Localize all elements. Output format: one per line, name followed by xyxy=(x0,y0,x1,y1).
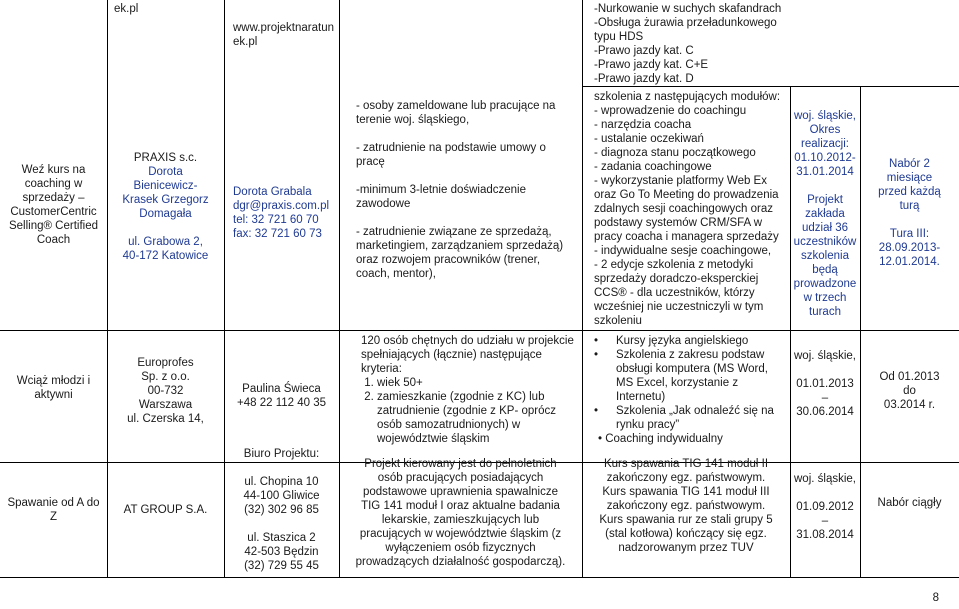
region-line: woj. śląskie, xyxy=(794,350,856,362)
dates-line: przed każdą xyxy=(878,186,941,198)
dates-cell xyxy=(860,496,959,510)
region-line: udział 36 xyxy=(801,222,849,234)
topics-bullet-list xyxy=(594,334,790,432)
participant-line: -minimum 3-letnie doświadczenie xyxy=(356,184,527,196)
topic-line: CCS® - dla uczestników, którzy xyxy=(594,287,755,299)
contact-person: Dorota Grabala xyxy=(233,186,312,198)
topic-line: - narzędzia coacha xyxy=(594,119,692,131)
organizer-line: 00-732 xyxy=(147,385,184,397)
region-line: – xyxy=(821,515,829,527)
topic-line: - diagnoza stanu początkowego xyxy=(594,147,756,159)
bullet-icon: • xyxy=(594,335,599,347)
contact-phone: +48 22 112 40 35 xyxy=(237,397,326,409)
organizer-line xyxy=(107,221,224,235)
region-line: uczestników xyxy=(793,236,857,248)
participant-line xyxy=(356,211,582,225)
contact-cell xyxy=(224,382,339,410)
region-cell xyxy=(790,349,860,419)
topic-line: wcześniej nie uczestniczyli w tym xyxy=(594,301,764,313)
course-name-line: Coach xyxy=(36,234,71,246)
participant-line: Projekt kierowany jest do pełnoletnich xyxy=(364,458,557,470)
participants-cell xyxy=(339,99,582,281)
topic-line: -Obsługa żurawia przeładunkowego xyxy=(594,17,777,29)
course-name-line: Z xyxy=(49,511,58,523)
organizer-cell xyxy=(107,356,224,426)
organizer-line: ul. Czerska 14, xyxy=(127,413,204,425)
topic-line: sprzedaży doradczo-eksperckiej xyxy=(594,273,759,285)
topic-line: - zadania coachingowe xyxy=(594,161,712,173)
course-name-line: sprzedaży – xyxy=(22,192,85,204)
topic-line: -Prawo jazdy kat. C+E xyxy=(594,59,709,71)
participant-line xyxy=(356,169,582,183)
course-name-cell xyxy=(0,374,107,402)
region-line: 31.08.2014 xyxy=(796,529,854,541)
region-line: turach xyxy=(809,306,841,318)
topic-line: zakończony egz. państwowym. xyxy=(606,500,766,512)
contact-line: 42-503 Będzin xyxy=(244,546,319,558)
topic-line: podstawy systemów CRM/SFA w xyxy=(594,217,763,229)
contact-cell xyxy=(224,185,339,241)
page-number: 8 xyxy=(932,592,939,604)
dates-line: turą xyxy=(899,200,920,212)
organizer-line: Sp. z o.o. xyxy=(141,371,190,383)
region-line: zakłada xyxy=(805,208,845,220)
organizer-line: ul. Grabowa 2, xyxy=(128,236,203,248)
participant-line: - zatrudnienie na podstawie umowy o xyxy=(356,142,546,154)
organizer-line: 40-172 Katowice xyxy=(122,250,209,262)
course-name-line: Selling® Certified xyxy=(8,220,98,232)
row1-inner-separator xyxy=(582,86,959,87)
course-name-line: Spawanie od A do xyxy=(7,497,100,509)
region-line: prowadzone xyxy=(793,278,857,290)
region-cell xyxy=(790,472,860,542)
criteria-item: 2. zamieszkanie (zgodnie z KC) lub zatrudnienie (zgodnie z KP- oprócz osób samozatrudnionych) w województwie śląskim xyxy=(377,390,582,446)
organizer-line: AT GROUP S.A. xyxy=(123,504,208,516)
course-name-line: CustomerCentric xyxy=(10,206,97,218)
dates-line: miesiące xyxy=(886,172,933,184)
topic-bullet-item-last: • Coaching indywidualny xyxy=(598,433,723,445)
contact-line: ul. Chopina 10 xyxy=(244,476,319,488)
topic-bullet-item: • Kursy języka angielskiego xyxy=(594,335,749,347)
contact-line: ul. Staszica 2 xyxy=(247,532,316,544)
contact-top-cell xyxy=(224,21,339,49)
organizer-line: Domagała xyxy=(139,208,192,220)
participant-line: - osoby zameldowane lub pracujące na xyxy=(356,100,556,112)
region-line xyxy=(790,179,860,193)
dates-line: Tura III: xyxy=(889,228,930,240)
topic-line: zakończony egz. państwowym. xyxy=(606,472,766,484)
participant-line: 120 osób chętnych do udziału w projekcie xyxy=(361,335,574,347)
topic-line: Kurs spawania TIG 141 moduł II xyxy=(603,458,769,470)
col-border-1 xyxy=(107,0,108,577)
topic-line: szkolenia z następujących modułów: xyxy=(594,91,781,103)
topic-line: - ustalanie oczekiwań xyxy=(594,133,704,145)
participant-line: podstawowe uprawnienia spawalnicze xyxy=(363,486,558,498)
region-line: w trzech xyxy=(803,292,847,304)
dates-cell xyxy=(860,157,959,269)
region-line: 31.01.2014 xyxy=(796,166,854,178)
topic-line: - wprowadzenie do coachingu xyxy=(594,105,747,117)
participant-line: coach, mentor), xyxy=(356,268,436,280)
participant-line: TIG 141 moduł I oraz aktualne badania xyxy=(361,500,560,512)
topic-line: pracy coacha i managera sprzedaży xyxy=(594,231,779,243)
participant-line: kryteria: xyxy=(361,363,402,375)
participant-line: prowadzących działalność gospodarczą). xyxy=(355,556,566,568)
organizer-line: Dorota xyxy=(148,166,183,178)
region-line: – xyxy=(821,392,829,404)
contact-line: 44-100 Gliwice xyxy=(243,490,320,502)
topics-cell xyxy=(582,334,790,446)
organizer-line: Krasek Grzegorz xyxy=(122,194,209,206)
topic-line: -Prawo jazdy kat. D xyxy=(594,73,694,85)
organizer-line: Europrofes xyxy=(137,357,194,369)
topics-cell xyxy=(582,457,790,555)
participant-line: lekarskie, zamieszkujących lub xyxy=(381,514,540,526)
topic-line: zdalnych sesji coachingowych oraz xyxy=(594,203,773,215)
region-line: będą xyxy=(812,264,838,276)
region-line: realizacji: xyxy=(801,138,849,150)
contact-line: (32) 729 55 45 xyxy=(244,560,319,572)
topic-line: -Prawo jazdy kat. C xyxy=(594,45,694,57)
dates-line: 28.09.2013- xyxy=(878,242,941,254)
criteria-list xyxy=(361,376,582,446)
row3-bottom-border xyxy=(0,577,959,578)
region-line xyxy=(790,486,860,500)
topic-line: Kurs spawania TIG 141 moduł III xyxy=(602,486,770,498)
bullet-icon: • xyxy=(594,349,599,361)
region-line: 01.10.2012- xyxy=(794,152,856,164)
topic-line: - indywidualne sesje coachingowe, xyxy=(594,245,772,257)
website-link-cont[interactable]: ek.pl xyxy=(233,36,258,48)
contact-line xyxy=(224,461,339,475)
participant-line xyxy=(356,127,582,141)
topic-line: typu HDS xyxy=(594,31,644,43)
topics-cell xyxy=(582,90,790,328)
course-name-cell xyxy=(0,163,107,247)
region-line: Projekt xyxy=(807,194,843,206)
region-line: Okres xyxy=(809,124,841,136)
participant-line: osób pracujących posiadających xyxy=(377,472,544,484)
participant-line: - zatrudnienie związane ze sprzedażą, xyxy=(356,226,552,238)
topic-line: - 2 edycje szkolenia z metodyki xyxy=(594,259,754,271)
course-name-cell xyxy=(0,496,107,524)
contact-person: Paulina Świeca xyxy=(242,383,321,395)
dates-line: do xyxy=(903,385,916,397)
organizer-cell xyxy=(107,151,224,263)
participants-cell xyxy=(339,334,582,446)
organizer-line: Bienicewicz- xyxy=(133,180,198,192)
dates-line: 03.2014 r. xyxy=(883,399,936,411)
region-line: 01.09.2012 xyxy=(796,501,854,513)
website-link[interactable]: www.projektnaratun xyxy=(233,22,334,34)
region-line: woj. śląskie, xyxy=(794,110,856,122)
region-line: szkolenia xyxy=(801,250,849,262)
course-name-line: aktywni xyxy=(34,389,73,401)
organizer-line: PRAXIS s.c. xyxy=(133,152,198,164)
region-line: woj. śląskie, xyxy=(794,473,856,485)
participants-cell xyxy=(339,457,582,569)
participant-line: zawodowe xyxy=(356,198,411,210)
region-line xyxy=(790,363,860,377)
topic-bullet-item: • Szkolenia „Jak odnaleźć się na rynku pracy” xyxy=(594,405,774,431)
region-cell xyxy=(790,109,860,319)
dates-line: Nabór ciągły xyxy=(877,497,942,509)
participant-line: oraz rozwojem pracowników (trener, xyxy=(356,254,541,266)
dates-cell xyxy=(860,370,959,412)
course-name-line: Weź kurs na xyxy=(21,164,86,176)
region-line: 30.06.2014 xyxy=(796,406,854,418)
participant-line: terenie woj. śląskiego, xyxy=(356,114,470,126)
criteria-item: 1. wiek 50+ xyxy=(377,376,582,390)
topic-line: nadzorowanym przez TUV xyxy=(618,542,754,554)
participant-line: pracujących w województwie śląskim (z xyxy=(359,528,562,540)
contact-cell xyxy=(224,447,339,573)
contact-line xyxy=(224,517,339,531)
contact-email[interactable]: dgr@praxis.com.pl xyxy=(233,200,330,212)
bullet-icon: • xyxy=(594,405,599,417)
contact-line: (32) 302 96 85 xyxy=(244,504,319,516)
topic-line: szkoleniu xyxy=(594,315,642,327)
contact-fax: fax: 32 721 60 73 xyxy=(233,228,322,240)
participant-line: spełniających (łącznie) następujące xyxy=(361,349,542,361)
topic-line: - wykorzystanie platformy Web Ex xyxy=(594,175,767,187)
contact-line: Biuro Projektu: xyxy=(243,448,320,460)
topics-top-cell xyxy=(582,2,959,86)
dates-line: Nabór 2 xyxy=(889,158,930,170)
organizer-cell xyxy=(107,503,224,517)
participant-line: marketingiem, zarządzaniem sprzedażą) xyxy=(356,240,564,252)
course-name-line: coaching w xyxy=(24,178,83,190)
bullet-icon: • xyxy=(598,433,603,445)
org-top-text: ek.pl xyxy=(114,3,139,15)
participant-line: wyłączeniem osób fizycznych xyxy=(385,542,536,554)
contact-phone: tel: 32 721 60 70 xyxy=(233,214,319,226)
topic-line: (stal kotłowa) kończący się egz. xyxy=(605,528,767,540)
region-line: 01.01.2013 xyxy=(796,378,854,390)
participant-line: pracę xyxy=(356,156,385,168)
topic-bullet-item: • Szkolenia z zakresu podstaw obsługi komputera (MS Word, MS Excel, korzystanie z Internetu) xyxy=(594,349,768,403)
course-name-line: Wciąż młodzi i xyxy=(16,375,91,387)
dates-line: Od 01.2013 xyxy=(879,371,940,383)
dates-line: 12.01.2014. xyxy=(879,256,940,268)
topic-line: -Nurkowanie w suchych skafandrach xyxy=(594,3,782,15)
topic-line: oraz Go To Meeting do prowadzenia xyxy=(594,189,779,201)
dates-line xyxy=(860,213,959,227)
org-top-cell xyxy=(107,2,224,16)
topic-line: Kurs spawania rur ze stali grupy 5 xyxy=(599,514,773,526)
row1-bottom-border xyxy=(0,330,959,331)
organizer-line: Warszawa xyxy=(138,399,193,411)
